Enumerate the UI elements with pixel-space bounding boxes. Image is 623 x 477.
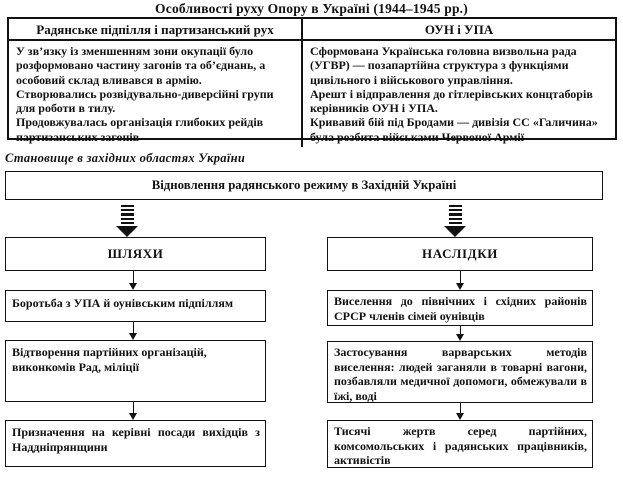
table-paragraph: Створювались розвідувально-диверсійні групи для роботи в тилу. — [16, 86, 274, 116]
down-arrow-icon — [127, 322, 139, 340]
flow-box-text: Боротьба з УПА й оунівським підпіллям — [12, 296, 234, 310]
flow-box-text: Призначення на керівні посади вихідців з Наддніпрянщини — [12, 425, 260, 454]
down-arrow-icon — [454, 326, 466, 341]
flow-header-label: ШЛЯХИ — [107, 245, 164, 261]
flow-header-paths — [5, 237, 266, 271]
flow-box-barbaric-methods — [327, 341, 593, 403]
flow-box-deportation — [327, 290, 593, 326]
flow-box-text: Виселення до північних і східних районів СРСР членів сімей оунівців — [334, 294, 587, 323]
flow-box-fight-upa — [5, 290, 266, 322]
down-arrow-icon — [454, 403, 466, 420]
flow-box-party-orgs — [5, 340, 266, 402]
down-arrow-icon — [127, 402, 139, 420]
flow-header-consequences — [327, 237, 593, 271]
striped-down-arrow-icon — [443, 205, 467, 237]
table-paragraph: Продовжувалась організація глибоких рейдів партизанських загонів — [16, 115, 264, 144]
flow-box-appointments — [5, 420, 266, 467]
flow-box-victims — [327, 420, 593, 468]
table-cell-oun-upa — [301, 41, 615, 147]
table-paragraph: Кривавий бій під Бродами — дивізія СС «Галичина» була розбита військами Червоної Армії — [310, 115, 598, 144]
page-title: Особливості руху Опору в Україні (1944–1945 рр.) — [155, 1, 468, 16]
banner-box: Відновлення радянського режиму в Західній Україні — [5, 171, 603, 200]
table-cell-soviet-partisans — [9, 41, 301, 147]
flow-box-text: Відтворення партійних організацій, виконкомів Рад, міліції — [12, 345, 207, 374]
table-paragraph: Сформована Українська головна визвольна рада (УГВР) — позапартійна структура з функціями цивільного і військового управління. — [310, 44, 577, 87]
down-arrow-icon — [127, 271, 139, 290]
flow-header-label: НАСЛІДКИ — [422, 245, 498, 261]
down-arrow-icon — [454, 271, 466, 290]
section-label: Становище в західних областях України — [5, 151, 246, 165]
table-paragraph: Арешт і відправлення до гітлерівських концтаборів керівників ОУН і УПА. — [310, 86, 593, 116]
table-header-soviet-partisans: Радянське підпілля і партизанський рух — [9, 19, 301, 41]
table-header-oun-upa: ОУН і УПА — [301, 19, 615, 41]
resistance-comparison-table — [7, 17, 617, 144]
table-paragraph: У зв’язку із зменшенням зони окупації було розформовано частину загонів та об’єднань, а особовий склад вливався в армію. — [16, 44, 266, 87]
flow-box-text: Тисячі жертв серед партійних, комсомольських і радянських працівників, активістів — [334, 424, 587, 468]
flow-box-text: Застосування варварських методів виселення: людей заганяли в товарні вагони, позбавляли медичної допомоги, обмежували в їжі, воді — [334, 345, 587, 403]
striped-down-arrow-icon — [115, 205, 139, 237]
